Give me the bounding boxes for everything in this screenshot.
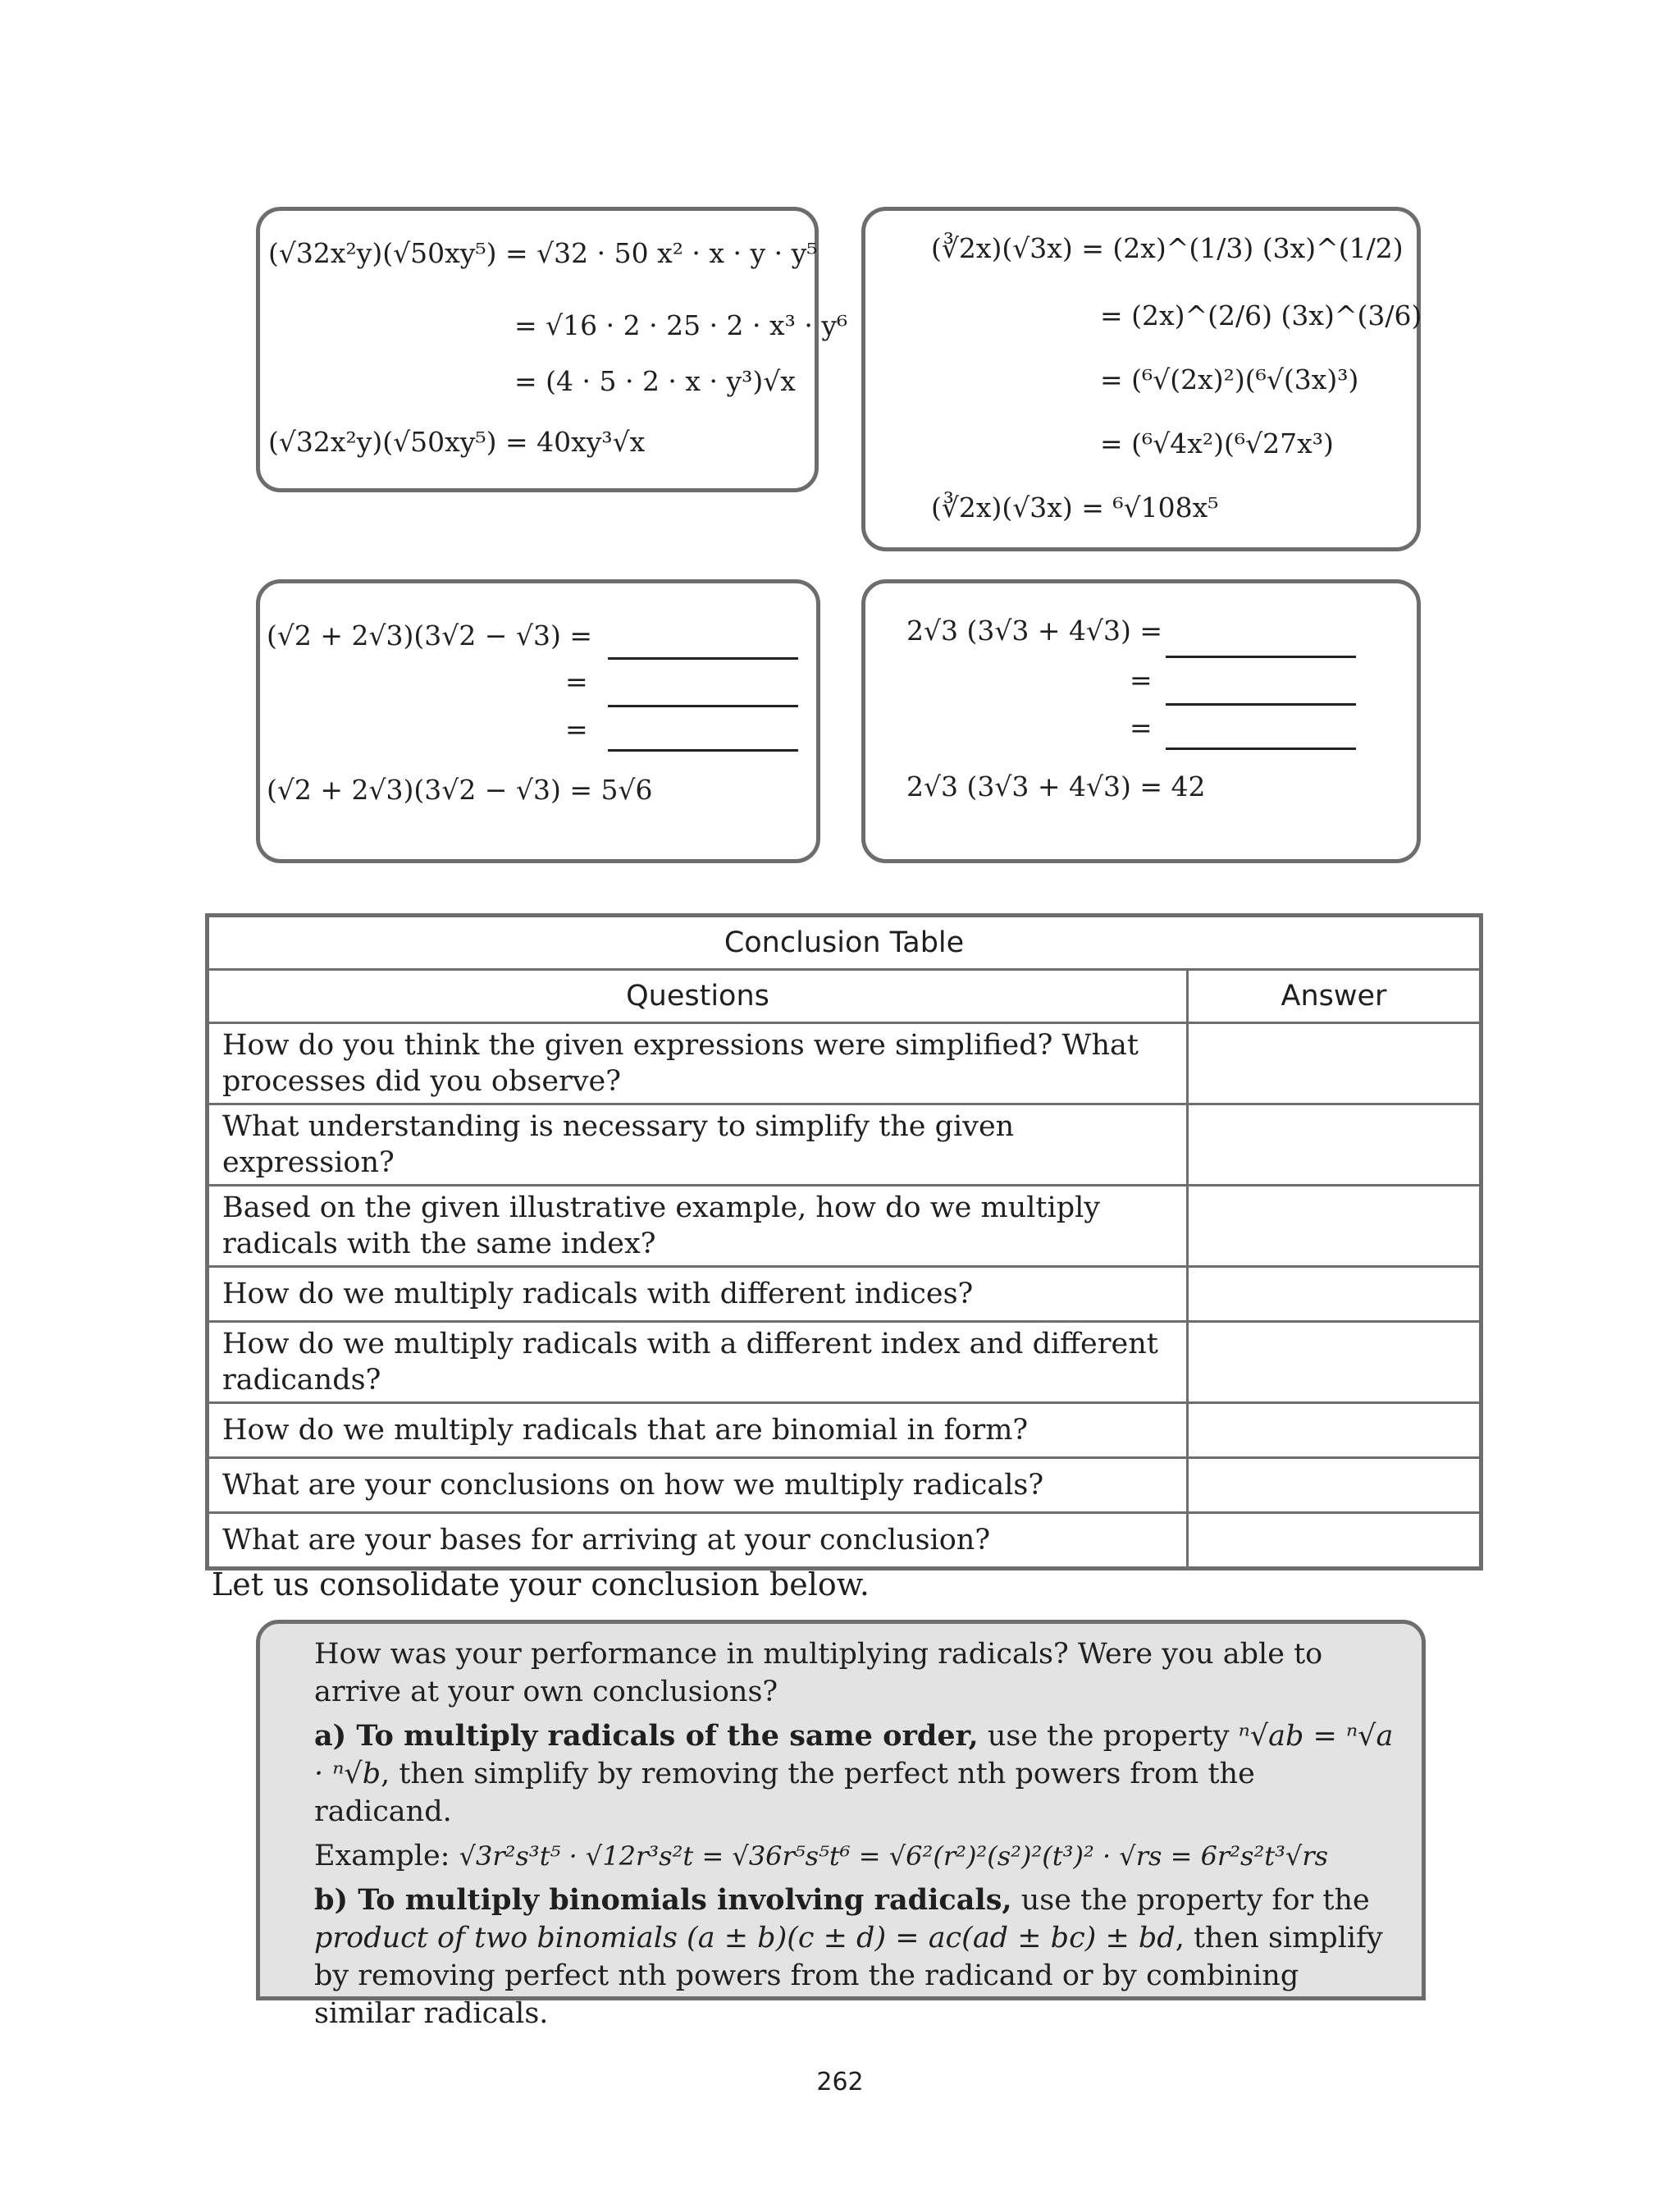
table-row [208,1267,1481,1322]
box3-last-line: (√2 + 2√3)(3√2 − √3) = 5√6 [267,774,653,806]
table-row [208,1458,1481,1513]
equals-sign: = [565,665,588,697]
column-header-questions: Questions [208,970,1188,1023]
question-cell: What are your bases for arriving at your conclusion? [208,1513,1188,1569]
box2-line-2: = (2x)^(2/6) (3x)^(3/6) [1100,299,1422,331]
box2-line-3: = (⁶√(2x)²)(⁶√(3x)³) [1100,363,1359,395]
rule-b-text-2: , then simplify by removing perfect nth powers from the radicand or by combining similar radicals. [314,1922,1383,2030]
question-cell: How do you think the given expressions were simplified? What processes did you observe? [208,1023,1188,1104]
answer-cell[interactable] [1188,1186,1481,1267]
table-title: Conclusion Table [208,916,1481,970]
answer-cell[interactable] [1188,1458,1481,1513]
answer-cell[interactable] [1188,1403,1481,1458]
summary-rule-a [314,1717,1397,1831]
rule-b-text-1: use the property for the [1011,1884,1370,1917]
box4-first-line: 2√3 (3√3 + 4√3) = [906,615,1163,647]
box2-line-5: (∛2x)(√3x) = ⁶√108x⁵ [931,491,1219,523]
box1-line-3: = (4 · 5 · 2 · x · y³)√x [514,365,796,397]
table-row [208,1322,1481,1403]
page-number: 262 [816,2068,864,2096]
exercise-box-binomial-2 [861,579,1421,863]
exercise-box-binomial-1 [256,579,820,863]
example-label: Example: [314,1840,450,1872]
answer-cell[interactable] [1188,1267,1481,1322]
question-cell: How do we multiply radicals with different indices? [208,1267,1188,1322]
box1-line-1: (√32x²y)(√50xy⁵) = √32 · 50 x² · x · y · y⁵ [268,237,818,269]
answer-blank[interactable] [608,749,798,752]
rule-a-formula: ⁿ√ab = ⁿ√a · ⁿ√b [314,1720,1394,1790]
box2-line-1: (∛2x)(√3x) = (2x)^(1/3) (3x)^(1/2) [931,232,1404,264]
table-row [208,1023,1481,1104]
rule-a-text-2: , then simplify by removing the perfect nth powers from the radicand. [314,1758,1255,1828]
question-cell: How do we multiply radicals with a different index and different radicands? [208,1322,1188,1403]
summary-box [256,1620,1426,2030]
summary-rule-b [314,1881,1397,2032]
answer-blank[interactable] [1166,656,1356,658]
equals-sign: = [1130,664,1153,696]
rule-a-text-1: use the property [978,1720,1239,1753]
summary-intro: How was your performance in multiplying radicals? Were you able to arrive at your own conclusions? [314,1638,1323,1708]
table-row [208,1186,1481,1267]
rule-b-formula: product of two binomials (a ± b)(c ± d) = ac(ad ± bc) ± bd [314,1922,1176,1955]
question-cell: What understanding is necessary to simplify the given expression? [208,1104,1188,1186]
rule-a-heading: a) To multiply radicals of the same order, [314,1719,979,1753]
equals-sign: = [565,713,588,745]
summary-example [314,1837,1397,1875]
question-cell: Based on the given illustrative example, how do we multiply radicals with the same index? [208,1186,1188,1267]
conclusion-table [205,913,1483,1570]
question-cell: How do we multiply radicals that are binomial in form? [208,1403,1188,1458]
question-cell: What are your conclusions on how we multiply radicals? [208,1458,1188,1513]
box1-line-2: = √16 · 2 · 25 · 2 · x³ · y⁶ [514,309,848,341]
box2-line-4: = (⁶√4x²)(⁶√27x³) [1100,427,1334,459]
example-box-different-index [861,207,1421,551]
answer-blank[interactable] [608,705,798,707]
equals-sign: = [1130,711,1153,743]
example-box-same-index [256,207,848,492]
table-row [208,1513,1481,1569]
answer-cell[interactable] [1188,1023,1481,1104]
box3-first-line: (√2 + 2√3)(3√2 − √3) = [267,620,592,652]
answer-cell[interactable] [1188,1513,1481,1569]
example-formula: √3r²s³t⁵ · √12r³s²t = √36r⁵s⁵t⁶ = √6²(r²)²(s²)²(t³)² · √rs = 6r²s²t³√rs [459,1840,1329,1872]
column-header-answer: Answer [1188,970,1481,1023]
box1-line-4: (√32x²y)(√50xy⁵) = 40xy³√x [268,426,646,458]
answer-cell[interactable] [1188,1104,1481,1186]
answer-cell[interactable] [1188,1322,1481,1403]
answer-blank[interactable] [1166,748,1356,750]
answer-blank[interactable] [608,657,798,660]
consolidate-instruction: Let us consolidate your conclusion below. [212,1566,870,1602]
box4-last-line: 2√3 (3√3 + 4√3) = 42 [906,770,1206,802]
answer-blank[interactable] [1166,703,1356,706]
table-row [208,1104,1481,1186]
table-row [208,1403,1481,1458]
rule-b-heading: b) To multiply binomials involving radicals, [314,1883,1012,1917]
